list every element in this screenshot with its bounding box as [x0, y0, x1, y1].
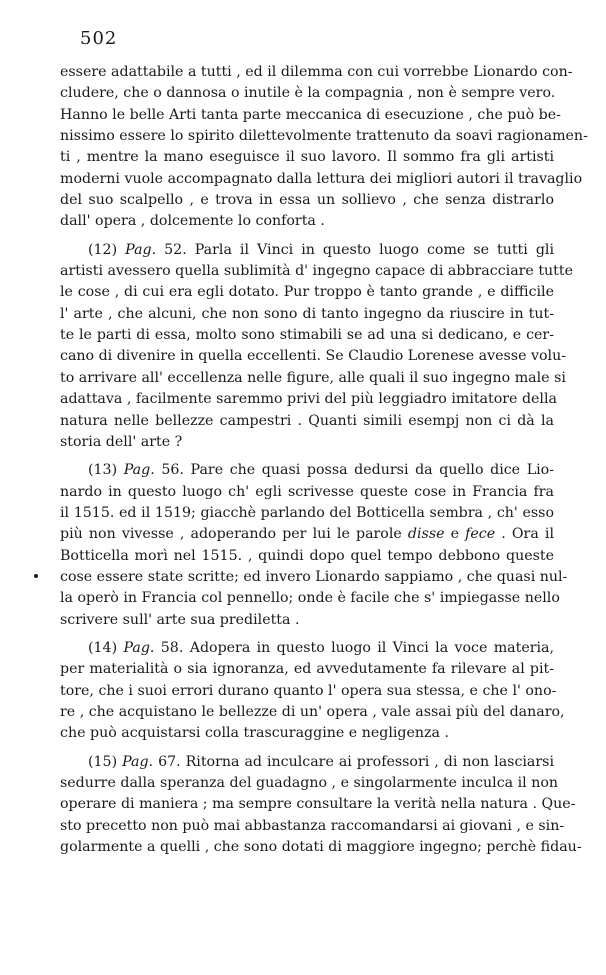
text-line: essere adattabile a tutti , ed il dilemma con cui vorrebbe Lionardo con- — [60, 64, 573, 80]
text-line: golarmente a quelli , che sono dotati di maggiore ingegno; perchè fidau- — [60, 839, 582, 856]
text-run: . Ora il — [495, 526, 554, 543]
text-line: le cose , di cui era egli dotato. Pur troppo è tanto grande , e difficile — [60, 284, 554, 301]
text-line: to arrivare all' eccellenza nelle figure, alle quali il suo ingegno male si — [60, 369, 566, 386]
text-line: sto precetto non può mai abbastanza raccomandarsi ai giovani , e sin- — [60, 817, 565, 834]
paragraph — [60, 62, 588, 233]
text-line: ti , mentre la mano eseguisce il suo lavoro. Il sommo fra gli artisti — [60, 149, 554, 166]
note-first-line — [60, 752, 554, 773]
note-paragraph — [60, 638, 565, 745]
page-ref-number: 58. — [160, 639, 184, 656]
note-number: (15) — [88, 753, 118, 770]
text-line: tore, che i suoi errori durano quanto l' opera sua stessa, e che l' ono- — [60, 682, 557, 699]
text-line: la operò in Francia col pennello; onde è facile che s' impiegasse nello — [60, 590, 560, 607]
text-line: te le parti di essa, molto sono stimabili se ad una si dedicano, e cer- — [60, 327, 554, 344]
text-line: cose essere state scritte; ed invero Lionardo sappiamo , che quasi nul- — [60, 568, 568, 585]
paragraph-gap — [60, 233, 554, 240]
italic-word: fece — [465, 526, 496, 543]
text-line: dall' opera , dolcemente lo conforta . — [60, 213, 325, 230]
text-line: del suo scalpello , e trova in essa un sollievo , che senza distrarlo — [60, 192, 554, 209]
text-line: per materialità o sia ignoranza, ed avvedutamente fa rilevare al pit- — [60, 661, 554, 678]
text-line: nardo in questo luogo ch' egli scrivesse queste cose in Francia fra — [60, 483, 554, 500]
note-number: (12) — [88, 241, 118, 258]
text-line: moderni vuole accompagnato dalla lettura dei migliori autori il travaglio — [60, 170, 583, 187]
note-text: Adopera in questo luogo il Vinci la voce materia, — [189, 639, 555, 656]
text-line — [60, 524, 554, 545]
page-ref-label: Pag. — [122, 753, 154, 770]
note-text: Pare che quasi possa dedursi da quello dice Lio- — [190, 462, 554, 479]
note-number: (14) — [88, 639, 118, 656]
text-line: Hanno le belle Arti tanta parte meccanica di esecuzione , che può be- — [60, 106, 561, 123]
paragraph-gap — [60, 453, 554, 460]
margin-mark — [34, 574, 38, 578]
text-line: scrivere sull' arte sua prediletta . — [60, 611, 300, 628]
text-line: Botticella morì nel 1515. , quindi dopo quel tempo debbono queste — [60, 547, 554, 564]
note-first-line — [60, 460, 554, 481]
text-line: natura nelle bellezze campestri . Quanti simili esempj non ci dà la — [60, 412, 554, 429]
text-line: che può acquistarsi colla trascuraggine e negligenza . — [60, 725, 449, 742]
text-run: più non vivesse , adoperando per lui le parole — [60, 526, 408, 543]
page-ref-number: 56. — [161, 462, 184, 479]
text-line: sedurre dalla speranza del guadagno , e singolarmente inculca il non — [60, 775, 559, 791]
note-text: Ritorna ad inculcare ai professori , di non lasciarsi — [185, 753, 554, 770]
page-ref-number: 67. — [158, 753, 181, 770]
note-text: Parla il Vinci in questo luogo come se tutti gli — [194, 241, 554, 258]
note-number: (13) — [88, 462, 118, 479]
page-ref-number: 52. — [164, 241, 187, 258]
italic-word: disse — [407, 526, 445, 543]
text-line: adattava , facilmente saremmo privi del più leggiadro imitatore della — [60, 391, 557, 408]
text-line: re , che acquistano le bellezze di un' opera , vale assai più del danaro, — [60, 703, 565, 720]
text-line: storia dell' arte ? — [60, 433, 183, 450]
page-ref-label: Pag. — [123, 639, 155, 656]
text-line: cludere, che o dannosa o inutile è la compagnia , non è sempre vero. — [60, 85, 556, 102]
note-first-line — [60, 240, 554, 261]
text-line: l' arte , che alcuni, che non sono di tanto ingegno da riuscire in tut- — [60, 305, 554, 322]
text-line: cano di divenire in quella eccellenti. Se Claudio Lorenese avesse volu- — [60, 348, 567, 365]
page-ref-label: Pag. — [123, 462, 155, 479]
note-paragraph — [60, 460, 568, 631]
text-line: il 1515. ed il 1519; giacchè parlando del Botticella sembra , ch' esso — [60, 504, 554, 521]
text-line: nissimo essere lo spirito dilettevolmente trattenuto da soavi ragionamen- — [60, 128, 588, 145]
page-ref-label: Pag. — [125, 241, 157, 258]
text-line: operare di maniera ; ma sempre consultare la verità nella natura . Que- — [60, 796, 576, 813]
note-paragraph — [60, 240, 573, 453]
text-body — [60, 62, 588, 858]
paragraph-gap — [60, 631, 554, 638]
text-line: artisti avessero quella sublimità d' ingegno capace di abbracciare tutte — [60, 263, 573, 280]
paragraph-gap — [60, 745, 554, 752]
note-paragraph — [60, 752, 582, 859]
note-first-line — [60, 638, 554, 659]
text-run: e — [444, 526, 466, 543]
page-number: 502 — [80, 28, 118, 49]
